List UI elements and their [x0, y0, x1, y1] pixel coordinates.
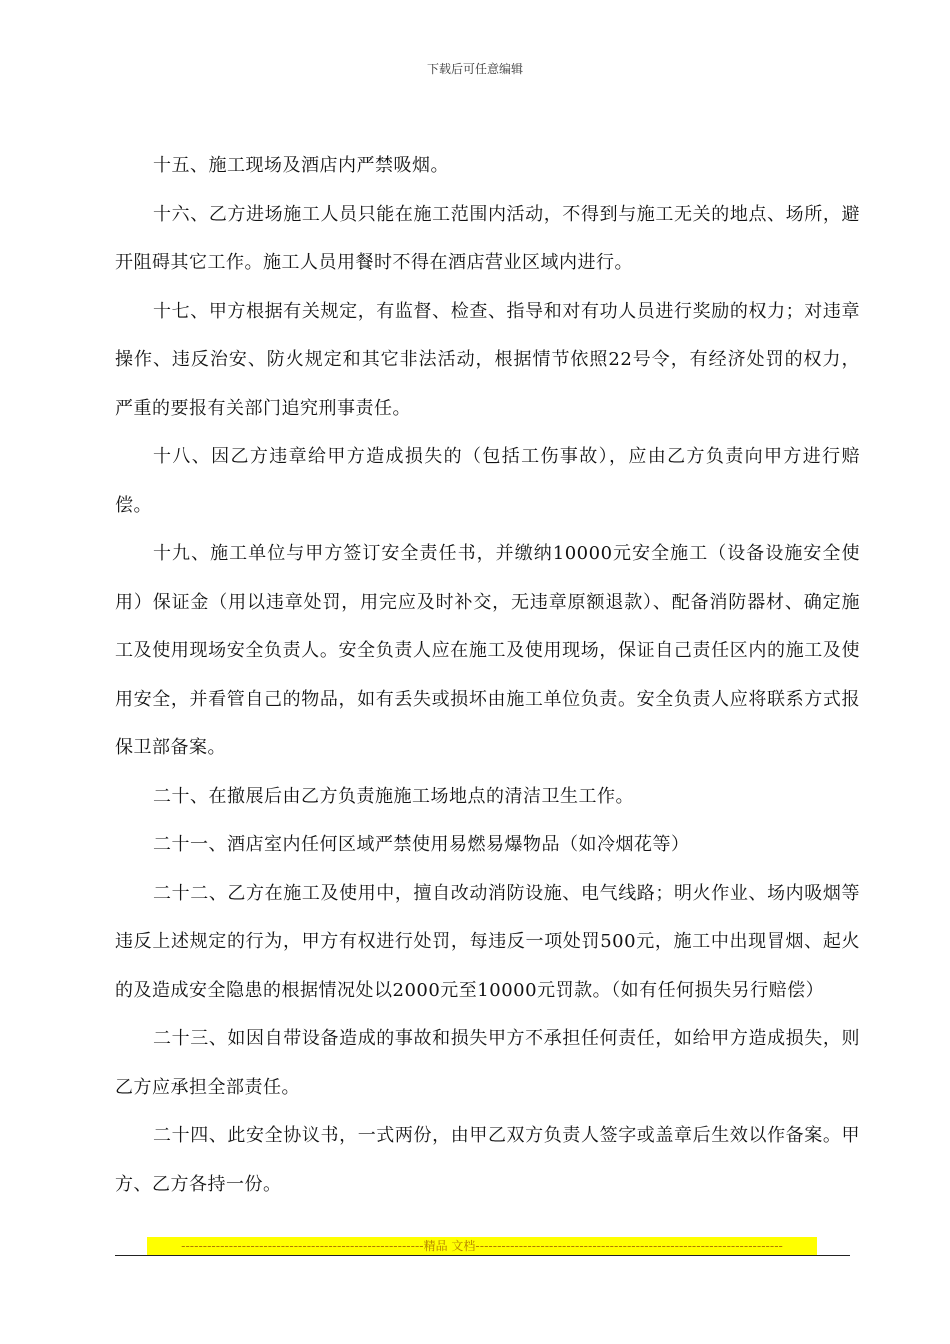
paragraph-15: 十五、施工现场及酒店内严禁吸烟。: [153, 155, 449, 176]
page-footer-banner: --------------------------------------------------------精品 文档-----------------------------------------------------------------------: [147, 1237, 817, 1255]
paragraph-19: 十九、施工单位与甲方签订安全责任书，并缴纳10000元安全施工（设备设施安全使用）保证金（用以违章处罚，用完应及时补交，无违章原额退款）、配备消防器材、确定施工及使用现场安全负责人。安全负责人应在施工及使用现场，保证自己责任区内的施工及使用安全，并看管自己的物品，如有丢失或损坏由施工单位负责。安全负责人应将联系方式报保卫部备案。: [115, 543, 860, 758]
paragraph-23: 二十三、如因自带设备造成的事故和损失甲方不承担任何责任，如给甲方造成损失，则乙方应承担全部责任。: [115, 1028, 860, 1098]
paragraph-18: 十八、因乙方违章给甲方造成损失的（包括工伤事故），应由乙方负责向甲方进行赔偿。: [115, 446, 860, 516]
paragraph-24: 二十四、此安全协议书，一式两份，由甲乙双方负责人签字或盖章后生效以作备案。甲方、乙方各持一份。: [115, 1125, 860, 1195]
paragraph-21: 二十一、酒店室内任何区域严禁使用易燃易爆物品（如冷烟花等）: [153, 834, 690, 855]
paragraph-17: 十七、甲方根据有关规定，有监督、检查、指导和对有功人员进行奖励的权力；对违章操作、违反治安、防火规定和其它非法活动，根据情节依照22号令，有经济处罚的权力，严重的要报有关部门追究刑事责任。: [115, 300, 860, 419]
document-body: [115, 142, 860, 1209]
page-header: 下载后可任意编辑: [426, 62, 523, 76]
paragraph-22: 二十二、乙方在施工及使用中，擅自改动消防设施、电气线路；明火作业、场内吸烟等违反上述规定的行为，甲方有权进行处罚，每违反一项处罚500元，施工中出现冒烟、起火的及造成安全隐患的根据情况处以2000元至10000元罚款。（如有任何损失另行赔偿）: [115, 882, 860, 1001]
paragraph-20: 二十、在撤展后由乙方负责施施工场地点的清洁卫生工作。: [153, 785, 634, 807]
paragraph-16: 十六、乙方进场施工人员只能在施工范围内活动，不得到与施工无关的地点、场所，避开阻碍其它工作。施工人员用餐时不得在酒店营业区域内进行。: [115, 203, 860, 273]
footer-divider: [115, 1255, 850, 1256]
